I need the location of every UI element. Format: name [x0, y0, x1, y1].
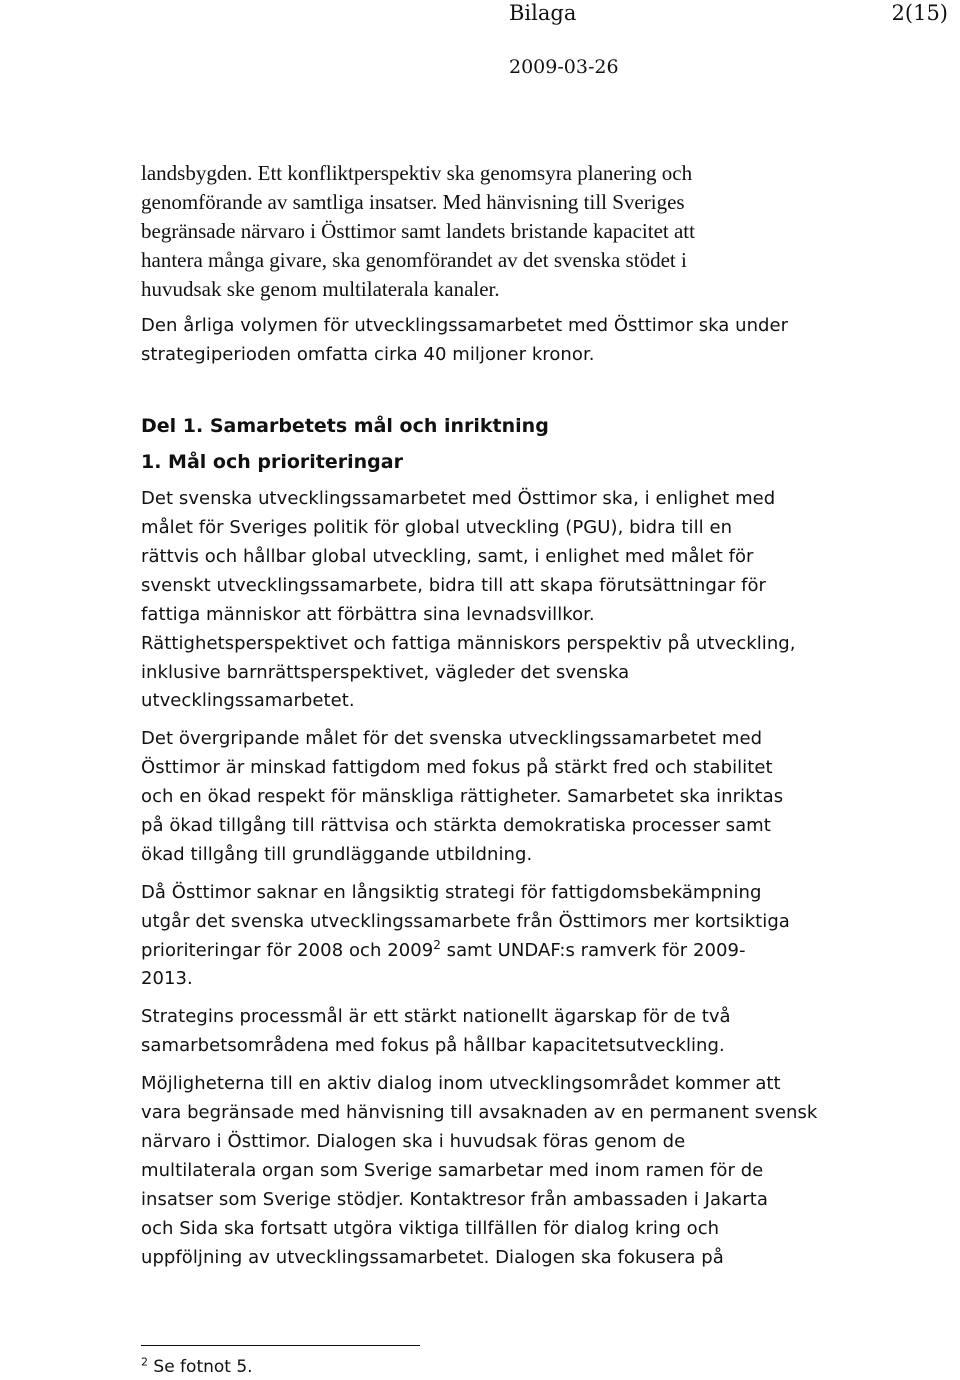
- text-line: uppföljning av utvecklingssamarbetet. Dialogen ska fokusera på: [141, 1246, 724, 1268]
- text-line: utvecklingssamarbetet.: [141, 690, 355, 712]
- text-line: ökad tillgång till grundläggande utbildning.: [141, 843, 533, 865]
- text-fragment: samt UNDAF:s ramverk för 2009-: [440, 939, 746, 961]
- spacer: [141, 379, 846, 409]
- text-line: 2013.: [141, 968, 193, 990]
- text-line: Den årliga volymen för utvecklingssamarbetet med Östtimor ska under: [141, 315, 789, 337]
- paragraph-overall-goal: [141, 725, 846, 869]
- text-line: på ökad tillgång till rättvisa och stärkta demokratiska processer samt: [141, 815, 771, 837]
- document-body: [141, 159, 846, 1281]
- text-line: [141, 937, 846, 966]
- text-line: Rättighetsperspektivet och fattiga människors perspektiv på utveckling,: [141, 632, 796, 654]
- footnote: [141, 1356, 253, 1378]
- text-line: fattiga människor att förbättra sina levnadsvillkor.: [141, 603, 595, 625]
- paragraph-process-goal: [141, 1003, 846, 1061]
- text-line: närvaro i Östtimor. Dialogen ska i huvudsak föras genom de: [141, 1130, 686, 1152]
- text-line: hantera många givare, ska genomförandet av det svenska stödet i: [141, 247, 687, 272]
- text-line: inklusive barnrättsperspektivet, vägleder det svenska: [141, 661, 630, 683]
- text-line: samarbetsområdena med fokus på hållbar kapacitetsutveckling.: [141, 1035, 725, 1057]
- text-line: Det svenska utvecklingssamarbetet med Östtimor ska, i enlighet med: [141, 488, 776, 510]
- text-line: insatser som Sverige stödjer. Kontaktresor från ambassaden i Jakarta: [141, 1188, 768, 1210]
- text-line: Östtimor är minskad fattigdom med fokus på stärkt fred och stabilitet: [141, 757, 773, 779]
- paragraph-intro: [141, 159, 846, 303]
- paragraph-goal-pgu: [141, 485, 846, 716]
- text-line: och en ökad respekt för mänskliga rättigheter. Samarbetet ska inriktas: [141, 786, 784, 808]
- text-line: målet för Sveriges politik för global utveckling (PGU), bidra till en: [141, 517, 733, 539]
- text-line: Det övergripande målet för det svenska utvecklingssamarbetet med: [141, 728, 763, 750]
- text-line: rättvis och hållbar global utveckling, samt, i enlighet med målet för: [141, 546, 754, 568]
- text-line: huvudsak ske genom multilaterala kanaler.: [141, 276, 500, 301]
- footnote-number: 2: [141, 1355, 148, 1369]
- text-line: Möjligheterna till en aktiv dialog inom utvecklingsområdet kommer att: [141, 1073, 781, 1095]
- text-fragment: prioriteringar för 2008 och 2009: [141, 939, 434, 961]
- footnote-reference: 2: [433, 937, 441, 952]
- footnote-separator: [141, 1345, 420, 1346]
- document-date: 2009-03-26: [509, 56, 619, 78]
- text-line: strategiperioden omfatta cirka 40 miljoner kronor.: [141, 344, 595, 366]
- paragraph-volume: [141, 312, 846, 370]
- text-line: multilaterala organ som Sverige samarbetar med inom ramen för de: [141, 1159, 764, 1181]
- text-line: utgår det svenska utvecklingssamarbete från Östtimors mer kortsiktiga: [141, 910, 790, 932]
- text-line: Strategins processmål är ett stärkt nationellt ägarskap för de två: [141, 1006, 731, 1028]
- text-line: och Sida ska fortsatt utgöra viktiga tillfällen för dialog kring och: [141, 1217, 720, 1239]
- paragraph-dialogue: [141, 1070, 846, 1272]
- text-line: begränsade närvaro i Östtimor samt landets bristande kapacitet att: [141, 218, 695, 243]
- text-line: genomförande av samtliga insatser. Med hänvisning till Sveriges: [141, 189, 685, 214]
- text-line: landsbygden. Ett konfliktperspektiv ska genomsyra planering och: [141, 161, 693, 185]
- part-heading: Del 1. Samarbetets mål och inriktning: [141, 415, 549, 438]
- footnote-text: Se fotnot 5.: [148, 1357, 253, 1377]
- text-line: vara begränsade med hänvisning till avsaknaden av en permanent svensk: [141, 1102, 818, 1124]
- page-number: 2(15): [891, 1, 948, 25]
- section-heading: 1. Mål och prioriteringar: [141, 451, 403, 474]
- text-line: svenskt utvecklingssamarbete, bidra till att skapa förutsättningar för: [141, 574, 767, 596]
- header-title: Bilaga: [509, 1, 577, 25]
- paragraph-strategy: [141, 879, 846, 995]
- text-line: Då Östtimor saknar en långsiktig strategi för fattigdomsbekämpning: [141, 881, 762, 903]
